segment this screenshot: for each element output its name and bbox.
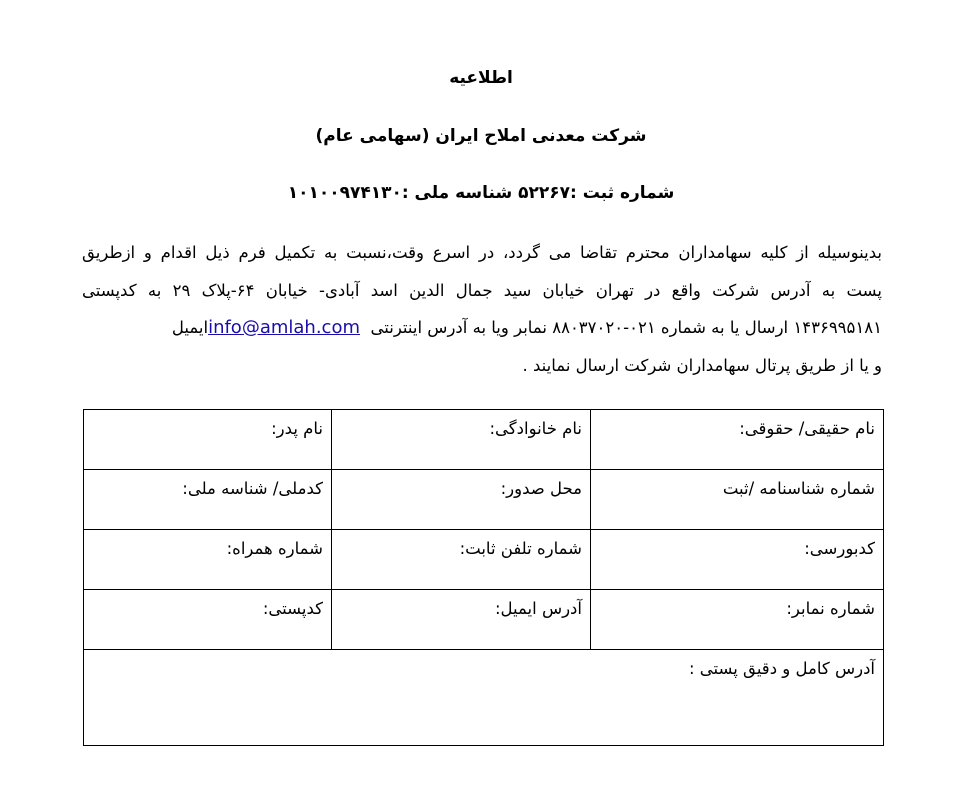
paragraph-line-4: و یا از طریق پرتال سهامداران شرکت ارسال نمایند .: [522, 355, 882, 375]
form-cell-national-id[interactable]: کدملی/ شناسه ملی:: [84, 469, 332, 529]
form-cell-fax[interactable]: شماره نمابر:: [591, 589, 884, 649]
form-cell-family-name[interactable]: نام خانوادگی:: [332, 410, 591, 470]
form-row: [84, 469, 884, 529]
paragraph-line-3-text: ۱۴۳۶۹۹۵۱۸۱ ارسال یا به شماره ۰۲۱-۸۸۰۳۷۰۲۰ نمابر ویا به آدرس اینترنتی: [370, 318, 882, 337]
email-link[interactable]: info@amlah.com: [208, 317, 360, 338]
form-row-address: [84, 649, 884, 745]
form-cell-postal-code[interactable]: کدپستی:: [84, 589, 332, 649]
form-cell-address[interactable]: آدرس کامل و دقیق پستی :: [84, 649, 884, 745]
paragraph-line-2: پست به آدرس شرکت واقع در تهران خیابان سید جمال الدین اسد آبادی- خیابان ۶۴-پلاک ۲۹ به کدپستی: [82, 280, 882, 300]
form-cell-issue-place[interactable]: محل صدور:: [332, 469, 591, 529]
company-name: شرکت معدنی املاح ایران (سهامی عام): [315, 126, 647, 146]
form-cell-father-name[interactable]: نام پدر:: [84, 410, 332, 470]
shareholder-form: [83, 409, 884, 746]
notice-paragraph: [82, 234, 882, 384]
form-cell-mobile[interactable]: شماره همراه:: [84, 529, 332, 589]
paragraph-line-1: بدینوسیله از کلیه سهامداران محترم تقاضا می گردد، در اسرع وقت،نسبت به تکمیل فرم ذیل اقدام و ازطریق: [82, 243, 882, 262]
email-suffix: ایمیل: [171, 318, 209, 337]
form-cell-bourse-code[interactable]: کدبورسی:: [591, 529, 884, 589]
paragraph-line-3: [82, 309, 882, 347]
form-cell-landline[interactable]: شماره تلفن ثابت:: [332, 529, 591, 589]
notice-title: اطلاعیه: [449, 68, 513, 88]
registration-info: شماره ثبت :۵۲۲۶۷ شناسه ملی :۱۰۱۰۰۹۷۴۱۳۰: [287, 183, 675, 203]
form-cell-id-number[interactable]: شماره شناسنامه /ثبت: [591, 469, 884, 529]
form-row: [84, 589, 884, 649]
form-row: [84, 410, 884, 470]
form-cell-email[interactable]: آدرس ایمیل:: [332, 589, 591, 649]
form-row: [84, 529, 884, 589]
form-cell-name[interactable]: نام حقیقی/ حقوقی:: [591, 410, 884, 470]
